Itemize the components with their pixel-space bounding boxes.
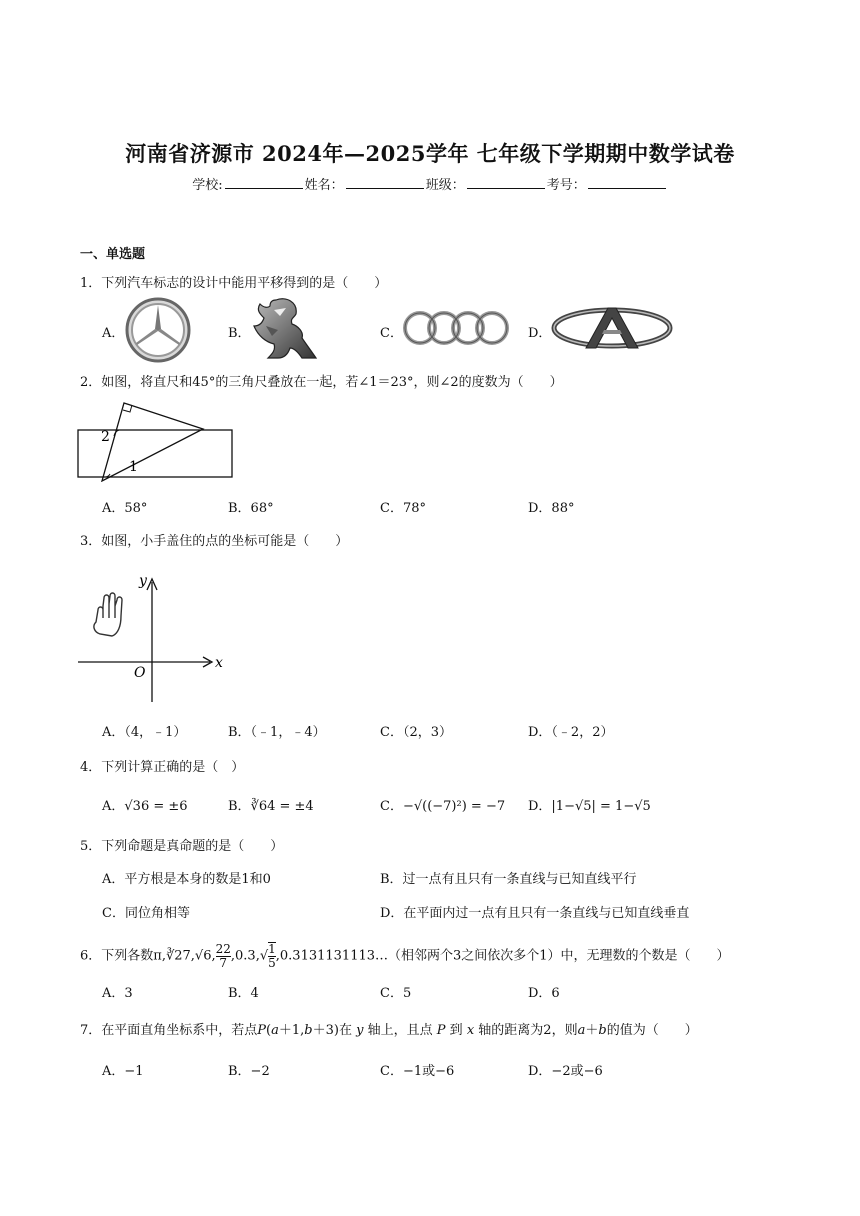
q2-option-d: D．88° [528, 501, 575, 516]
mercedes-logo-icon [124, 296, 192, 364]
question-1-stem: 1．下列汽车标志的设计中能用平移得到的是（ ） [80, 276, 388, 291]
q1-option-a: A． [102, 326, 125, 341]
q3-option-d: D．（﹣2，2） [528, 725, 614, 740]
q4-option-a: A．√36 = ±6 [102, 799, 188, 814]
q3-option-b: B．（﹣1，﹣4） [228, 725, 326, 740]
coordinate-plane-figure [76, 566, 236, 704]
q7-stem-b: 在 [338, 1023, 352, 1038]
q4-option-b: B．∛64 = ±4 [228, 799, 314, 814]
school-blank[interactable] [225, 176, 303, 189]
q7-option-c: C．−1或−6 [380, 1064, 455, 1079]
q6-stem-suffix: （相邻两个3之间依次多个1）中，无理数的个数是（ ） [388, 948, 730, 964]
audi-rings-logo-icon [400, 310, 512, 346]
class-label: 班级： [425, 178, 465, 193]
student-info-line [0, 174, 860, 193]
q6-option-d: D．6 [528, 986, 560, 1001]
angle-2-label: 2 [101, 429, 110, 445]
q7-stem-f: 的值为（ ） [606, 1023, 698, 1038]
q5-option-c: C．同位角相等 [102, 906, 190, 921]
ruler-triangle-figure [76, 400, 236, 482]
question-6-stem: 6．下列各数π,∛27,√6, $\frac{22}{7}$ ,0.3,√ $\frac{1}{5}$ ,0.3131131113…（相邻两个3之间依次多个1）中，无理数的个数是（ ） [80, 941, 730, 970]
q7-stem-e: 轴的距离为2，则 [478, 1023, 578, 1038]
q6-option-c: C．5 [380, 986, 412, 1001]
page-title: 河南省济源市 2024年—2025学年 七年级下学期期中数学试卷 [125, 141, 735, 166]
section-heading: 一、单选题 [80, 247, 146, 262]
q2-option-a: A．58° [102, 501, 148, 516]
q7-stem-a: 7．在平面直角坐标系中，若点 [80, 1023, 258, 1038]
question-2-stem: 2．如图，将直尺和45°的三角尺叠放在一起，若∠1＝23°，则∠2的度数为（ ） [80, 375, 563, 390]
q2-option-c: C．78° [380, 501, 426, 516]
q1-option-d: D． [528, 326, 552, 341]
chery-logo-icon [550, 304, 674, 352]
q7-stem-d: 到 [449, 1023, 463, 1038]
class-blank[interactable] [467, 176, 545, 189]
q4-option-d: D．|1−√5| = 1−√5 [528, 799, 651, 814]
q6-stem-prefix: 6．下列各数 [80, 948, 154, 964]
q7-stem-c: 轴上，且点 [367, 1023, 433, 1038]
q3-option-c: C．（2，3） [380, 725, 452, 740]
angle-1-label: 1 [129, 459, 138, 475]
x-axis-label: x [215, 655, 223, 671]
name-blank[interactable] [346, 176, 424, 189]
exam-no-blank[interactable] [588, 176, 666, 189]
school-label: 学校: [192, 178, 223, 193]
q6-option-a: A．3 [102, 986, 133, 1001]
q6-option-b: B．4 [228, 986, 259, 1001]
question-5-stem: 5．下列命题是真命题的是（ ） [80, 839, 284, 854]
question-4-stem: 4．下列计算正确的是（ ） [80, 760, 245, 775]
q1-option-b: B． [228, 326, 251, 341]
q4-option-c: C．−√((−7)²) = −7 [380, 799, 506, 814]
name-label: 姓名： [304, 178, 344, 193]
q3-option-a: A．（4，﹣1） [102, 725, 187, 740]
question-7-stem: 7．在平面直角坐标系中，若点P(a＋1,b＋3)在 y 轴上，且点 P 到 x 轴的距离为2，则a＋b的值为（ ） [80, 1023, 698, 1038]
origin-label: O [134, 665, 146, 681]
q7-option-d: D．−2或−6 [528, 1064, 603, 1079]
q1-option-c: C． [380, 326, 403, 341]
y-axis-label: y [139, 573, 147, 589]
hand-icon [94, 593, 122, 636]
exam-no-label: 考号： [546, 178, 586, 193]
q7-option-b: B．−2 [228, 1064, 270, 1079]
q2-option-b: B．68° [228, 501, 274, 516]
q7-option-a: A．−1 [102, 1064, 144, 1079]
q5-option-d: D．在平面内过一点有且只有一条直线与已知直线垂直 [380, 906, 690, 921]
peugeot-logo-icon [246, 296, 320, 362]
question-3-stem: 3．如图，小手盖住的点的坐标可能是（ ） [80, 534, 349, 549]
q5-option-b: B．过一点有且只有一条直线与已知直线平行 [380, 872, 637, 887]
q5-option-a: A．平方根是本身的数是1和0 [102, 872, 271, 887]
